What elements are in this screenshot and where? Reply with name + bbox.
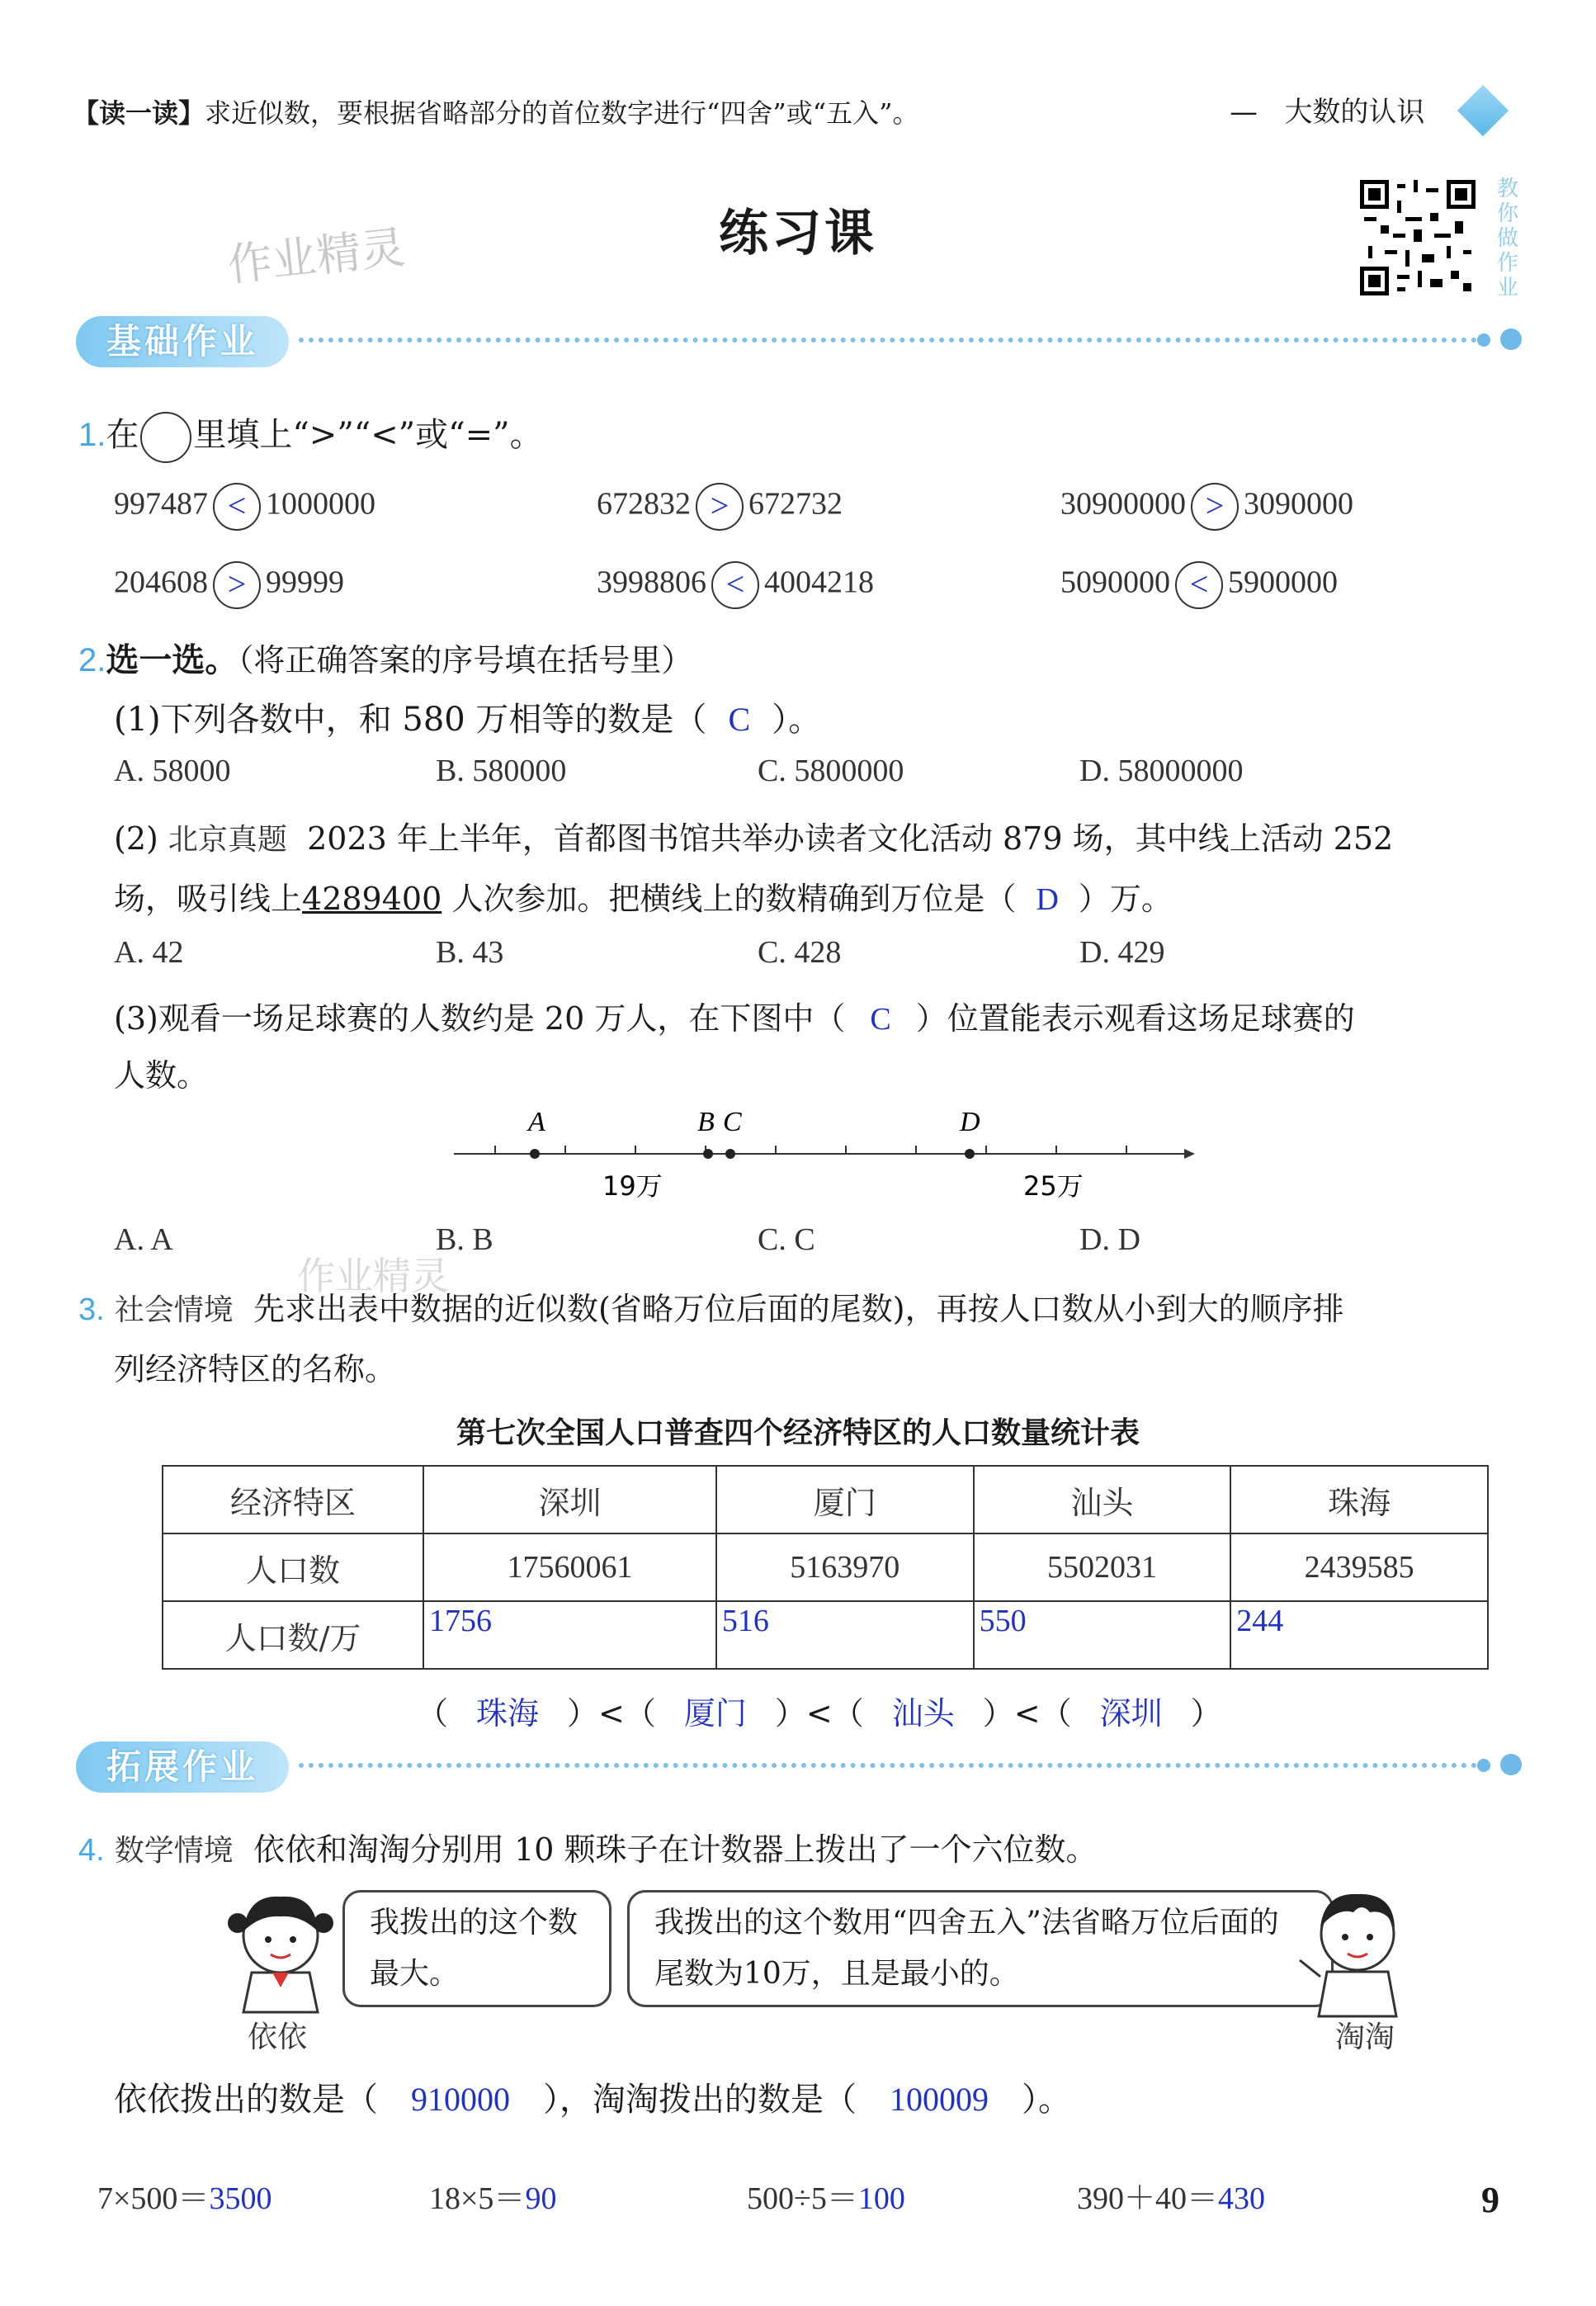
answer-text: C <box>870 1002 891 1037</box>
table-cell: 5502031 <box>974 1533 1231 1601</box>
section-badge-extend: 拓展作业 <box>76 1741 289 1793</box>
divider-dot-icon <box>1477 1759 1490 1772</box>
q1-prompt: 1.在 里填上“>”“<”或“=”。 <box>78 409 543 463</box>
table-cell: 17560061 <box>423 1533 716 1601</box>
question-tag: 北京真题 <box>168 823 287 857</box>
option: C. 428 <box>758 935 842 970</box>
table-cell: 5163970 <box>716 1533 974 1601</box>
point-d <box>965 1149 975 1159</box>
boy-avatar-icon <box>1296 1886 1419 2018</box>
question-tag: 社会情境 <box>114 1293 234 1327</box>
oral-calc: 7×500＝3500 <box>97 2181 272 2216</box>
order-answer: （ 珠海 ）<（ 厦门 ）<（ 汕头 ）<（ 深圳 ） <box>417 1695 1222 1732</box>
page-number: 9 <box>1481 2180 1499 2220</box>
option: C. C <box>758 1222 815 1257</box>
chapter-title: 大数的认识 <box>1284 96 1425 129</box>
divider-dot-icon <box>1477 333 1490 347</box>
girl-avatar-icon <box>223 1890 338 2014</box>
answer-cell: 516 <box>716 1601 974 1669</box>
speech-bubble-taotao: 我拨出的这个数用“四舍五入”法省略万位后面的尾数为10万，且是最小的。 <box>627 1890 1334 2007</box>
point-label: A <box>528 1107 545 1137</box>
point-label: B <box>697 1107 715 1137</box>
compare-item: 3998806 < 4004218 <box>597 561 874 609</box>
boy-name: 淘淘 <box>1335 2020 1395 2054</box>
q3-line1: 3. 社会情境 先求出表中数据的近似数(省略万位后面的尾数)，再按人口数从小到大的顺序排 <box>78 1291 1344 1327</box>
read-tip-text: 求近似数，要根据省略部分的首位数字进行“四舍”或“五入”。 <box>205 97 919 129</box>
answer-text: 910000 <box>411 2081 510 2118</box>
q4-answer-line: 依依拨出的数是（ 910000 ），淘淘拨出的数是（ 100009 ）。 <box>114 2081 1071 2119</box>
answer-circle: > <box>696 483 744 531</box>
header-cell: 珠海 <box>1230 1466 1488 1533</box>
chapter-heading: — 大数的认识 <box>1230 96 1425 129</box>
table-row <box>163 1466 1488 1533</box>
read-tip <box>73 92 918 130</box>
answer-circle: < <box>1175 561 1223 609</box>
q4-prompt: 4. 数学情境 依依和淘淘分别用 10 颗珠子在计数器上拨出了一个六位数。 <box>78 1831 1098 1868</box>
compare-item: 5090000 < 5900000 <box>1060 561 1338 609</box>
q2-part3-line2: 人数。 <box>114 1057 209 1094</box>
q2-part3-line1: (3)观看一场足球赛的人数约是 20 万人，在下图中（ C ）位置能表示观看这场足球赛的 <box>114 1000 1355 1037</box>
blank-circle-icon <box>140 412 191 463</box>
oral-calc: 18×5＝90 <box>429 2181 557 2216</box>
answer-cell: 1756 <box>423 1601 716 1669</box>
option: B. B <box>436 1222 493 1257</box>
option: A. 42 <box>114 935 184 970</box>
point-a <box>530 1149 540 1159</box>
compare-item: 204608 > 99999 <box>114 561 344 609</box>
speech-bubble-yiyi: 我拨出的这个数最大。 <box>342 1890 611 2007</box>
population-table <box>162 1465 1489 1670</box>
q2-part2-line2: 场，吸引线上4289400 人次参加。把横线上的数精确到万位是（ D ）万。 <box>114 881 1173 917</box>
header-cell: 深圳 <box>423 1466 716 1533</box>
divider-dot-icon <box>1500 328 1522 350</box>
tick-label: 25万 <box>1023 1170 1084 1202</box>
diamond-decoration-icon <box>1457 85 1509 136</box>
answer-cell: 244 <box>1230 1601 1488 1669</box>
option: D. 429 <box>1079 935 1165 970</box>
answer-text: C <box>728 701 751 738</box>
point-b <box>703 1149 713 1159</box>
watermark: 作业精灵 <box>224 220 408 292</box>
header-cell: 经济特区 <box>163 1466 423 1533</box>
point-c <box>725 1149 735 1159</box>
q3-line2: 列经济特区的名称。 <box>114 1351 397 1387</box>
option: B. 580000 <box>436 754 567 788</box>
compare-item: 997487 < 1000000 <box>114 483 375 531</box>
option: A. 58000 <box>114 754 231 788</box>
point-label: C <box>723 1107 742 1137</box>
girl-name: 依依 <box>248 2020 308 2054</box>
compare-item: 30900000 > 3090000 <box>1060 483 1353 531</box>
table-cell: 2439585 <box>1230 1533 1488 1601</box>
answer-circle: < <box>213 483 261 531</box>
answer-text: 100009 <box>890 2081 989 2118</box>
number-line <box>446 1098 1197 1213</box>
qr-code-icon <box>1360 180 1476 295</box>
divider-dot-icon <box>1500 1754 1522 1775</box>
header-cell: 汕头 <box>974 1466 1231 1533</box>
q2-part2-line1: (2) 北京真题 2023 年上半年，首都图书馆共举办读者文化活动 879 场，其中线上活动 252 <box>114 820 1394 857</box>
question-tag: 数学情境 <box>114 1834 234 1868</box>
header-cell: 厦门 <box>716 1466 974 1533</box>
side-caption: 教你做作业 <box>1496 177 1518 300</box>
option: B. 43 <box>436 935 504 970</box>
tick-label: 19万 <box>602 1170 663 1202</box>
option: D. 58000000 <box>1079 754 1244 788</box>
read-tip-label: 【读一读】 <box>73 97 205 129</box>
answer-circle: > <box>213 561 261 609</box>
q2-title: 2.选一选。（将正确答案的序号填在括号里） <box>78 641 693 679</box>
table-row <box>163 1601 1488 1669</box>
table-row <box>163 1533 1488 1601</box>
answer-cell: 550 <box>974 1601 1231 1669</box>
answer-text: D <box>1036 882 1059 917</box>
watermark: 作业精灵 <box>297 1254 449 1298</box>
option: A. A <box>114 1222 173 1257</box>
section-badge-basic: 基础作业 <box>76 316 289 367</box>
oral-calc: 390＋40＝430 <box>1077 2181 1266 2216</box>
table-title: 第七次全国人口普查四个经济特区的人口数量统计表 <box>456 1416 1140 1450</box>
point-label: D <box>960 1107 980 1137</box>
underlined-number: 4289400 <box>302 881 442 917</box>
compare-item: 672832 > 672732 <box>597 483 843 531</box>
option: D. D <box>1079 1222 1140 1257</box>
option: C. 5800000 <box>758 754 904 788</box>
oral-calc: 500÷5＝100 <box>747 2181 905 2216</box>
answer-circle: < <box>711 561 759 609</box>
q2-part1: (1)下列各数中，和 580 万相等的数是（ C ）。 <box>114 701 822 739</box>
answer-circle: > <box>1191 483 1239 531</box>
page-title: 练习课 <box>719 205 877 262</box>
section-divider <box>299 338 1477 343</box>
row-label: 人口数/万 <box>163 1601 423 1669</box>
section-divider <box>299 1763 1477 1768</box>
row-label: 人口数 <box>163 1533 423 1601</box>
